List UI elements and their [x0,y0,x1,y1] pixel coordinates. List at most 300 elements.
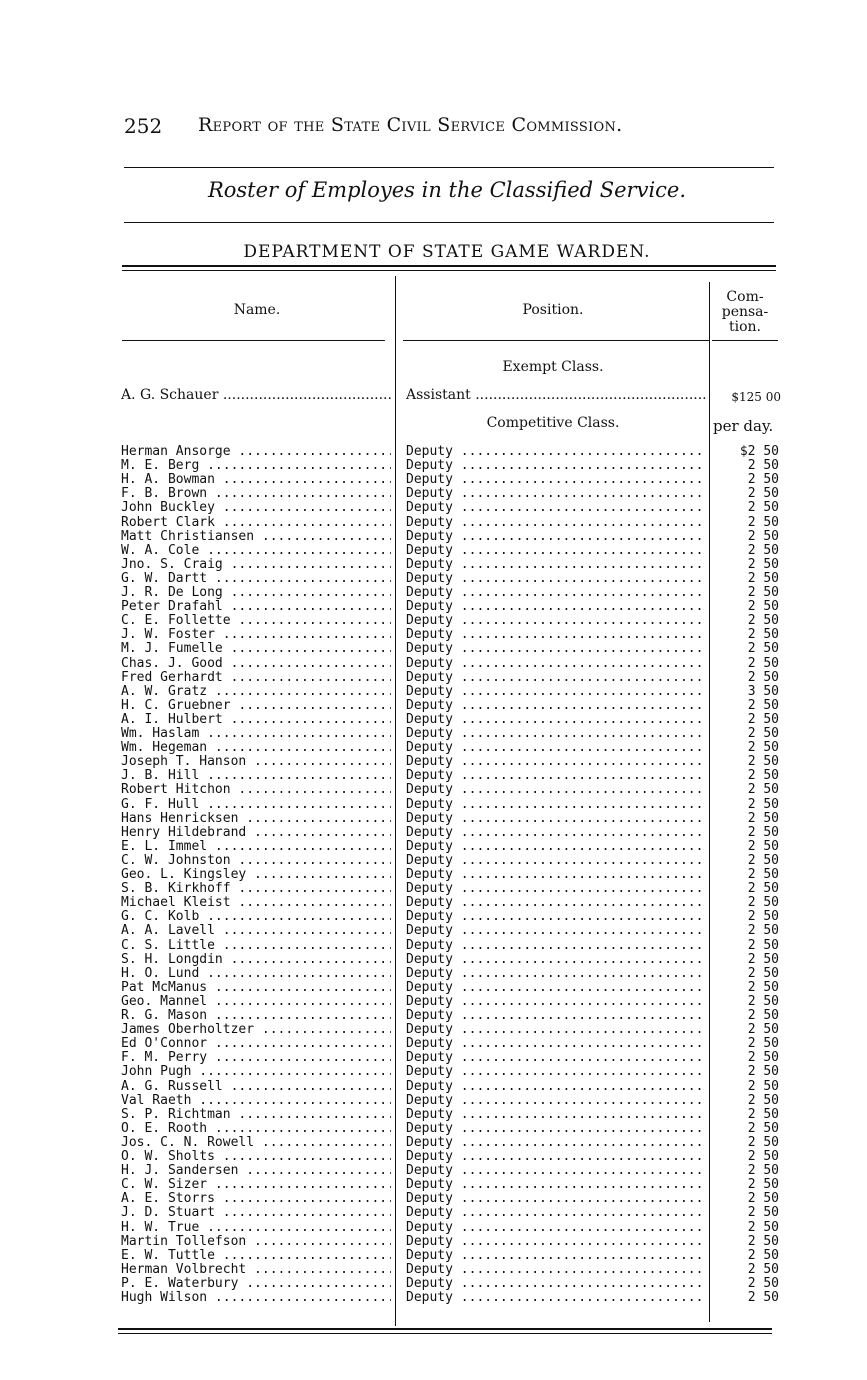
employee-name: Wm. Hegeman ..... [121,741,391,755]
employee-name-cell [121,530,391,544]
employee-position-cell [406,769,706,783]
table-row [0,572,867,586]
header-rule-comp [712,340,778,341]
employee-name-cell [121,473,391,487]
employee-name-cell [121,953,391,967]
employee-compensation: 2 50 [747,825,779,840]
employee-compensation: 3 50 [747,684,779,699]
employee-position: Deputy ..... [406,995,706,1009]
employee-name-cell [121,1136,391,1150]
employee-name-cell [121,572,391,586]
employee-position: Deputy ..... [406,487,706,501]
employee-name: Michael Kleist ..... [121,896,391,910]
employee-position: Deputy ..... [406,1065,706,1079]
table-row [0,995,867,1009]
employee-position-cell [406,924,706,938]
employee-position: Deputy ..... [406,854,706,868]
employee-position: Deputy ..... [406,967,706,981]
employee-position: Deputy ..... [406,1164,706,1178]
employee-position: Deputy ..... [406,586,706,600]
employee-position-cell [406,1249,706,1263]
employee-position-cell [406,699,706,713]
employee-position-cell [406,544,706,558]
compensation-column-header [712,290,778,335]
table-row [0,896,867,910]
employee-name-cell [121,798,391,812]
employee-name: Herman Volbrecht ..... [121,1263,391,1277]
employee-compensation: 2 50 [747,557,779,572]
employee-name: H. J. Sandersen ..... [121,1164,391,1178]
employee-name: Ed O'Connor ..... [121,1037,391,1051]
employee-position: Deputy ..... [406,628,706,642]
name-column-header: Name. [233,302,281,318]
employee-name: J. B. Hill ..... [121,769,391,783]
table-bottom-rule-2 [118,1333,772,1334]
department-heading: DEPARTMENT OF STATE GAME WARDEN. [243,242,651,262]
employee-position: Deputy ..... [406,501,706,515]
table-row [0,755,867,769]
employee-name: Matt Christiansen ..... [121,530,391,544]
employee-position: Deputy ..... [406,1150,706,1164]
employee-position-cell [406,1094,706,1108]
employee-position-cell [406,1037,706,1051]
employee-position-cell [406,798,706,812]
employee-position-cell [406,586,706,600]
employee-name-cell [121,614,391,628]
employee-name: Pat McManus ..... [121,981,391,995]
employee-position-cell [406,642,706,656]
table-row [0,586,867,600]
employee-position: Deputy ..... [406,614,706,628]
employee-name: Peter Drafahl ..... [121,600,391,614]
employee-compensation: 2 50 [747,868,779,882]
employee-name: C. W. Sizer ..... [121,1178,391,1192]
employee-position-cell [406,939,706,953]
employee-position: Deputy ..... [406,1206,706,1220]
employee-position: Deputy ..... [406,1094,706,1108]
employee-name-cell [121,924,391,938]
employee-compensation: 2 50 [747,797,779,812]
employee-name-cell [121,586,391,600]
employee-name-cell [121,727,391,741]
employee-name: Geo. L. Kingsley ..... [121,868,391,882]
employee-compensation: 2 50 [747,459,779,474]
table-row [0,967,867,981]
employee-position: Deputy ..... [406,1009,706,1023]
employee-compensation: 2 50 [747,910,779,925]
employee-name-cell [121,1263,391,1277]
employee-position: Deputy ..... [406,826,706,840]
table-top-rule-1 [122,265,776,267]
employee-compensation: 2 50 [747,529,779,544]
employee-name: A. A. Lavell ..... [121,924,391,938]
roster-subtitle: Roster of Employes in the Classified Service. [207,178,687,202]
employee-compensation: 2 50 [747,755,779,770]
exempt-name-cell [121,387,391,403]
employee-position-cell [406,1009,706,1023]
employee-position: Deputy ..... [406,1051,706,1065]
employee-name-cell [121,967,391,981]
employee-name: M. J. Fumelle ..... [121,642,391,656]
table-row [0,741,867,755]
employee-compensation: 2 50 [747,586,779,600]
table-row [0,1178,867,1192]
table-row [0,854,867,868]
table-row [0,1164,867,1178]
employee-name-cell [121,699,391,713]
employee-position-cell [406,953,706,967]
employee-position: Deputy ..... [406,558,706,572]
employee-position-cell [406,1192,706,1206]
employee-compensation: 2 50 [747,1135,779,1150]
table-row [0,1108,867,1122]
employee-position-cell [406,445,706,459]
employee-name-cell [121,1291,391,1305]
table-row [0,1080,867,1094]
table-row [0,727,867,741]
table-row [0,1249,867,1263]
employee-name: G. W. Dartt ..... [121,572,391,586]
top-rule [124,167,774,168]
employee-name-cell [121,544,391,558]
employee-position-cell [406,995,706,1009]
employee-position-cell [406,882,706,896]
employee-name-cell [121,657,391,671]
employee-compensation: 2 50 [747,1178,779,1193]
employee-compensation: 2 50 [747,741,779,756]
compensation-header-line-3: tion. [729,319,761,335]
employee-position-cell [406,826,706,840]
employee-position-cell [406,854,706,868]
table-row [0,530,867,544]
employee-compensation: 2 50 [747,712,779,727]
employee-name: S. P. Richtman ..... [121,1108,391,1122]
table-row [0,939,867,953]
employee-compensation: 2 50 [747,1206,779,1221]
employee-position-cell [406,671,706,685]
employee-position-cell [406,614,706,628]
employee-name: S. B. Kirkhoff ..... [121,882,391,896]
employee-position: Deputy ..... [406,812,706,826]
employee-compensation: 2 50 [747,938,779,953]
employee-compensation: $2 50 [739,445,779,459]
employee-compensation: 2 50 [747,614,779,629]
header-rule-position [403,340,709,341]
employee-position-cell [406,727,706,741]
employee-position-cell [406,1051,706,1065]
employee-name-cell [121,783,391,797]
employee-name: H. C. Gruebner ..... [121,699,391,713]
employee-name: H. A. Bowman ..... [121,473,391,487]
table-row [0,910,867,924]
subtitle-rule [124,222,774,223]
employee-position-cell [406,812,706,826]
page-number: 252 [124,114,163,138]
employee-name: A. G. Russell ..... [121,1080,391,1094]
employee-position: Deputy ..... [406,1221,706,1235]
employee-name-cell [121,896,391,910]
employee-position: Deputy ..... [406,924,706,938]
employee-position: Deputy ..... [406,657,706,671]
employee-name: G. C. Kolb ..... [121,910,391,924]
table-row [0,614,867,628]
employee-name: F. M. Perry ..... [121,1051,391,1065]
employee-compensation: 2 50 [747,952,779,967]
employee-compensation: 2 50 [747,727,779,741]
table-row [0,1009,867,1023]
employee-position: Deputy ..... [406,600,706,614]
table-row [0,699,867,713]
employee-position-cell [406,1221,706,1235]
employee-position: Deputy ..... [406,642,706,656]
employee-name: W. A. Cole ..... [121,544,391,558]
employee-name-cell [121,1206,391,1220]
employee-position-cell [406,600,706,614]
employee-position: Deputy ..... [406,840,706,854]
employee-name-cell [121,558,391,572]
employee-position: Deputy ..... [406,981,706,995]
employee-name-cell [121,1023,391,1037]
employee-compensation: 2 50 [747,1107,779,1122]
employee-position-cell [406,1178,706,1192]
employee-compensation: 2 50 [747,1150,779,1164]
table-row [0,628,867,642]
exempt-position: Assistant ..... [406,387,706,403]
employee-compensation: 2 50 [747,966,779,981]
table-row [0,487,867,501]
compensation-header-line-2: pensa- [721,304,769,320]
table-row [0,1023,867,1037]
employee-name-cell [121,1122,391,1136]
employee-compensation: 2 50 [747,1248,779,1263]
employee-name-cell [121,1235,391,1249]
employee-name: Val Raeth ..... [121,1094,391,1108]
table-row [0,1277,867,1291]
employee-name-cell [121,826,391,840]
competitive-class-heading: Competitive Class. [486,415,620,431]
table-row [0,1235,867,1249]
employee-name: Henry Hildebrand ..... [121,826,391,840]
employee-position: Deputy ..... [406,516,706,530]
table-row [0,1206,867,1220]
employee-name: Jos. C. N. Rowell ..... [121,1136,391,1150]
employee-position-cell [406,868,706,882]
employee-position: Deputy ..... [406,910,706,924]
employee-compensation: 2 50 [747,839,779,854]
employee-name: R. G. Mason ..... [121,1009,391,1023]
employee-name-cell [121,769,391,783]
table-row [0,459,867,473]
employee-name: O. W. Sholts ..... [121,1150,391,1164]
table-row [0,1150,867,1164]
employee-name: C. S. Little ..... [121,939,391,953]
employee-position-cell [406,713,706,727]
employee-name-cell [121,671,391,685]
employee-name: Herman Ansorge ..... [121,445,391,459]
employee-position-cell [406,487,706,501]
employee-compensation: 2 50 [747,515,779,530]
employee-position: Deputy ..... [406,1263,706,1277]
employee-name: O. E. Rooth ..... [121,1122,391,1136]
employee-name: James Oberholtzer ..... [121,1023,391,1037]
table-row [0,713,867,727]
employee-name: Hans Henricksen ..... [121,812,391,826]
employee-name: J. D. Stuart ..... [121,1206,391,1220]
employee-position-cell [406,459,706,473]
table-row [0,769,867,783]
employee-name: C. E. Follette ..... [121,614,391,628]
employee-name-cell [121,1249,391,1263]
employee-position: Deputy ..... [406,671,706,685]
employee-name: M. E. Berg ..... [121,459,391,473]
employee-compensation: 2 50 [747,1192,779,1207]
employee-compensation: 2 50 [747,1220,779,1235]
table-top-rule-2 [122,270,776,271]
employee-position-cell [406,783,706,797]
table-row [0,558,867,572]
employee-position-cell [406,1122,706,1136]
exempt-compensation: $125 00 [731,390,781,404]
table-row [0,445,867,459]
employee-name-cell [121,995,391,1009]
employee-compensation: 2 50 [747,1093,779,1108]
compensation-header-line-1: Com- [726,289,764,305]
employee-compensation: 2 50 [747,1037,779,1052]
employee-name: J. R. De Long ..... [121,586,391,600]
employee-name: Fred Gerhardt ..... [121,671,391,685]
employee-position-cell [406,1065,706,1079]
employee-position: Deputy ..... [406,1136,706,1150]
employee-compensation: 2 50 [747,501,779,516]
table-row [0,1065,867,1079]
employee-name: S. H. Longdin ..... [121,953,391,967]
table-row [0,501,867,515]
employee-name-cell [121,812,391,826]
employee-position-cell [406,1291,706,1305]
employee-name-cell [121,882,391,896]
employee-position-cell [406,1277,706,1291]
employee-position: Deputy ..... [406,544,706,558]
employee-compensation: 2 50 [747,783,779,798]
employee-compensation: 2 50 [747,980,779,995]
employee-compensation: 2 50 [747,473,779,488]
employee-name-cell [121,1150,391,1164]
employee-compensation: 2 50 [747,811,779,826]
employee-compensation: 2 50 [747,487,779,502]
employee-position: Deputy ..... [406,1108,706,1122]
table-row [0,1094,867,1108]
employee-position: Deputy ..... [406,769,706,783]
table-row [0,783,867,797]
employee-position-cell [406,558,706,572]
employee-name: F. B. Brown ..... [121,487,391,501]
employee-position-cell [406,657,706,671]
employee-position: Deputy ..... [406,1235,706,1249]
employee-name-cell [121,1277,391,1291]
employee-position: Deputy ..... [406,473,706,487]
employee-position: Deputy ..... [406,685,706,699]
employee-name: G. F. Hull ..... [121,798,391,812]
employee-position: Deputy ..... [406,953,706,967]
employee-name: Geo. Mannel ..... [121,995,391,1009]
employee-position: Deputy ..... [406,445,706,459]
employee-position: Deputy ..... [406,727,706,741]
employee-name-cell [121,910,391,924]
employee-compensation: 2 50 [747,571,779,586]
employee-position-cell [406,1164,706,1178]
employee-position-cell [406,628,706,642]
employee-name: A. I. Hulbert ..... [121,713,391,727]
employee-name-cell [121,981,391,995]
employee-name: Robert Hitchon ..... [121,783,391,797]
employee-compensation: 2 50 [747,769,779,784]
employee-position: Deputy ..... [406,1291,706,1305]
employee-position: Deputy ..... [406,896,706,910]
employee-compensation: 2 50 [747,1079,779,1094]
employee-position-cell [406,1136,706,1150]
employee-position: Deputy ..... [406,1277,706,1291]
employee-name-cell [121,1037,391,1051]
table-row [0,516,867,530]
employee-position-cell [406,741,706,755]
employee-compensation: 2 50 [747,1065,779,1080]
table-row [0,657,867,671]
employee-name-cell [121,741,391,755]
table-row [0,798,867,812]
table-row [0,642,867,656]
employee-position: Deputy ..... [406,530,706,544]
table-row [0,840,867,854]
employee-name-cell [121,445,391,459]
employee-name: A. W. Gratz ..... [121,685,391,699]
employee-name: A. E. Storrs ..... [121,1192,391,1206]
employee-name: J. W. Foster ..... [121,628,391,642]
employee-position-cell [406,1263,706,1277]
employee-position: Deputy ..... [406,459,706,473]
employee-name-cell [121,840,391,854]
employee-name: John Buckley ..... [121,501,391,515]
employee-compensation: 2 50 [747,882,779,897]
employee-compensation: 2 50 [747,656,779,671]
employee-name: Joseph T. Hanson ..... [121,755,391,769]
compensation-unit: per day. [713,417,774,435]
employee-position: Deputy ..... [406,1023,706,1037]
employee-name-cell [121,501,391,515]
employee-name-cell [121,642,391,656]
employee-position: Deputy ..... [406,798,706,812]
employee-position-cell [406,572,706,586]
employee-position: Deputy ..... [406,741,706,755]
employee-compensation: 2 50 [747,543,779,558]
employee-position-cell [406,1080,706,1094]
table-row [0,671,867,685]
table-row [0,1221,867,1235]
employee-name-cell [121,628,391,642]
employee-name: Wm. Haslam ..... [121,727,391,741]
employee-name-cell [121,600,391,614]
employee-compensation: 2 50 [747,853,779,868]
table-row [0,981,867,995]
employee-name: Hugh Wilson ..... [121,1291,391,1305]
employee-name-cell [121,487,391,501]
table-row [0,882,867,896]
employee-compensation: 2 50 [747,670,779,685]
employee-position-cell [406,1023,706,1037]
employee-position: Deputy ..... [406,713,706,727]
employee-position-cell [406,1206,706,1220]
employee-position-cell [406,840,706,854]
table-row [0,826,867,840]
